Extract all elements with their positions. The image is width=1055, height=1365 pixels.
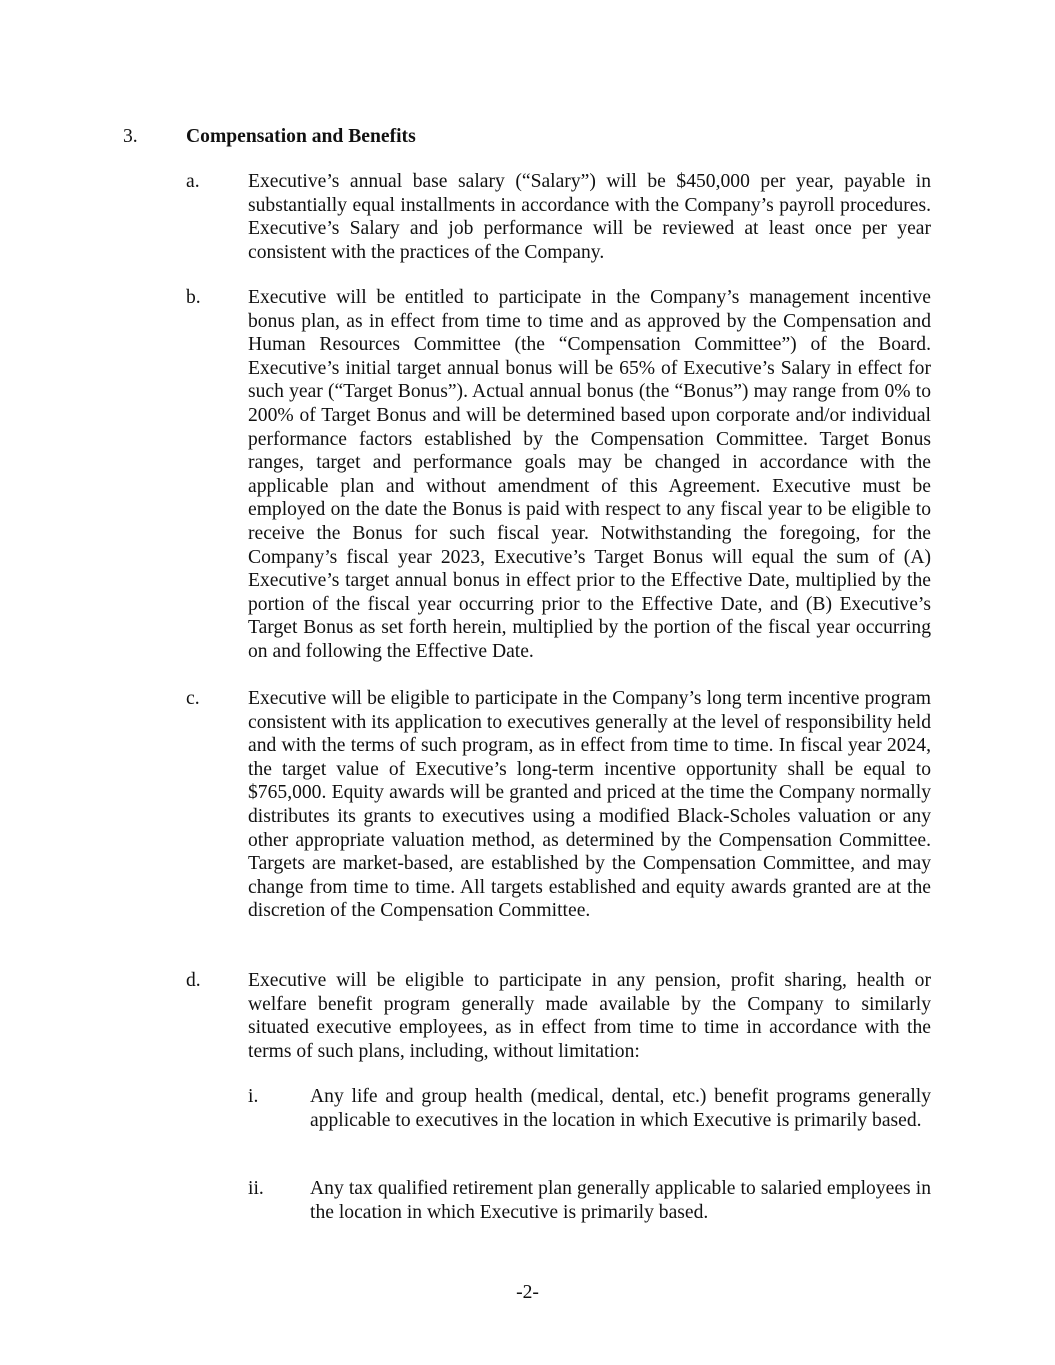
subclause-marker: i. [248,1086,259,1107]
section-title: Compensation and Benefits [186,126,416,147]
section-number: 3. [123,126,138,147]
subclause-text: Any tax qualified retirement plan generally applicable to salaried employees in the location in which Executive is primarily based. [310,1178,931,1223]
clause-marker: c. [186,688,200,709]
subclause-ii [248,1177,931,1224]
clause-marker: a. [186,171,200,192]
page-number: -2- [516,1282,539,1303]
clause-text: Executive will be entitled to participate in the Company’s management incentive bonus plan, as in effect from time to time and as approved by the Compensation and Human Resources Committee (the “Compensation Committee”) of the Board. Executive’s initial target annual bonus will be 65% of Executive’s Salary in effect for such year (“Target Bonus”). Actual annual bonus (the “Bonus”) may range from 0% to 200% of Target Bonus and will be determined based upon corporate and/or individual performance factors established by the Compensation Committee. Target Bonus ranges, target and performance goals may be changed in accordance with the applicable plan and without amendment of this Agreement. Executive must be employed on the date the Bonus is paid with respect to any fiscal year to be eligible to receive the Bonus for such fiscal year. Notwithstanding the foregoing, for the Company’s fiscal year 2023, Executive’s Target Bonus will equal the sum of (A) Executive’s target annual bonus in effect prior to the Effective Date, multiplied by the portion of the fiscal year occurring prior to the Effective Date, and (B) Executive’s Target Bonus as set forth herein, multiplied by the portion of the fiscal year occurring on and following the Effective Date. [248,287,931,662]
clause-marker: b. [186,287,201,308]
clause-b [186,286,931,664]
subclause-marker: ii. [248,1178,264,1199]
clause-marker: d. [186,970,201,991]
clause-text: Executive’s annual base salary (“Salary”) will be $450,000 per year, payable in substantially equal installments in accordance with the Company’s payroll procedures. Executive’s Salary and job performance will be reviewed at least once per year consistent with the practices of the Company. [248,171,931,263]
clause-text: Executive will be eligible to participate in the Company’s long term incentive program consistent with its application to executives generally at the level of responsibility held and with the terms of such program, as in effect from time to time. In fiscal year 2024, the target value of Executive’s long-term incentive opportunity shall be equal to $765,000. Equity awards will be granted and priced at the time the Company normally distributes its grants to executives using a modified Black-Scholes valuation or any other appropriate valuation method, as determined by the Compensation Committee. Targets are market-based, are established by the Compensation Committee, and may change from time to time. All targets established and equity awards granted are at the discretion of the Compensation Committee. [248,688,931,922]
subclause-text: Any life and group health (medical, dental, etc.) benefit programs generally applicable to executives in the location in which Executive is primarily based. [310,1086,931,1131]
clause-c [186,687,931,923]
clause-a [186,170,931,264]
clause-text: Executive will be eligible to participate in any pension, profit sharing, health or welfare benefit program generally made available by the Company to similarly situated executive employees, as in effect from time to time in accordance with the terms of such plans, including, without limitation: [248,970,931,1062]
clause-d [186,969,931,1063]
subclause-i [248,1085,931,1132]
